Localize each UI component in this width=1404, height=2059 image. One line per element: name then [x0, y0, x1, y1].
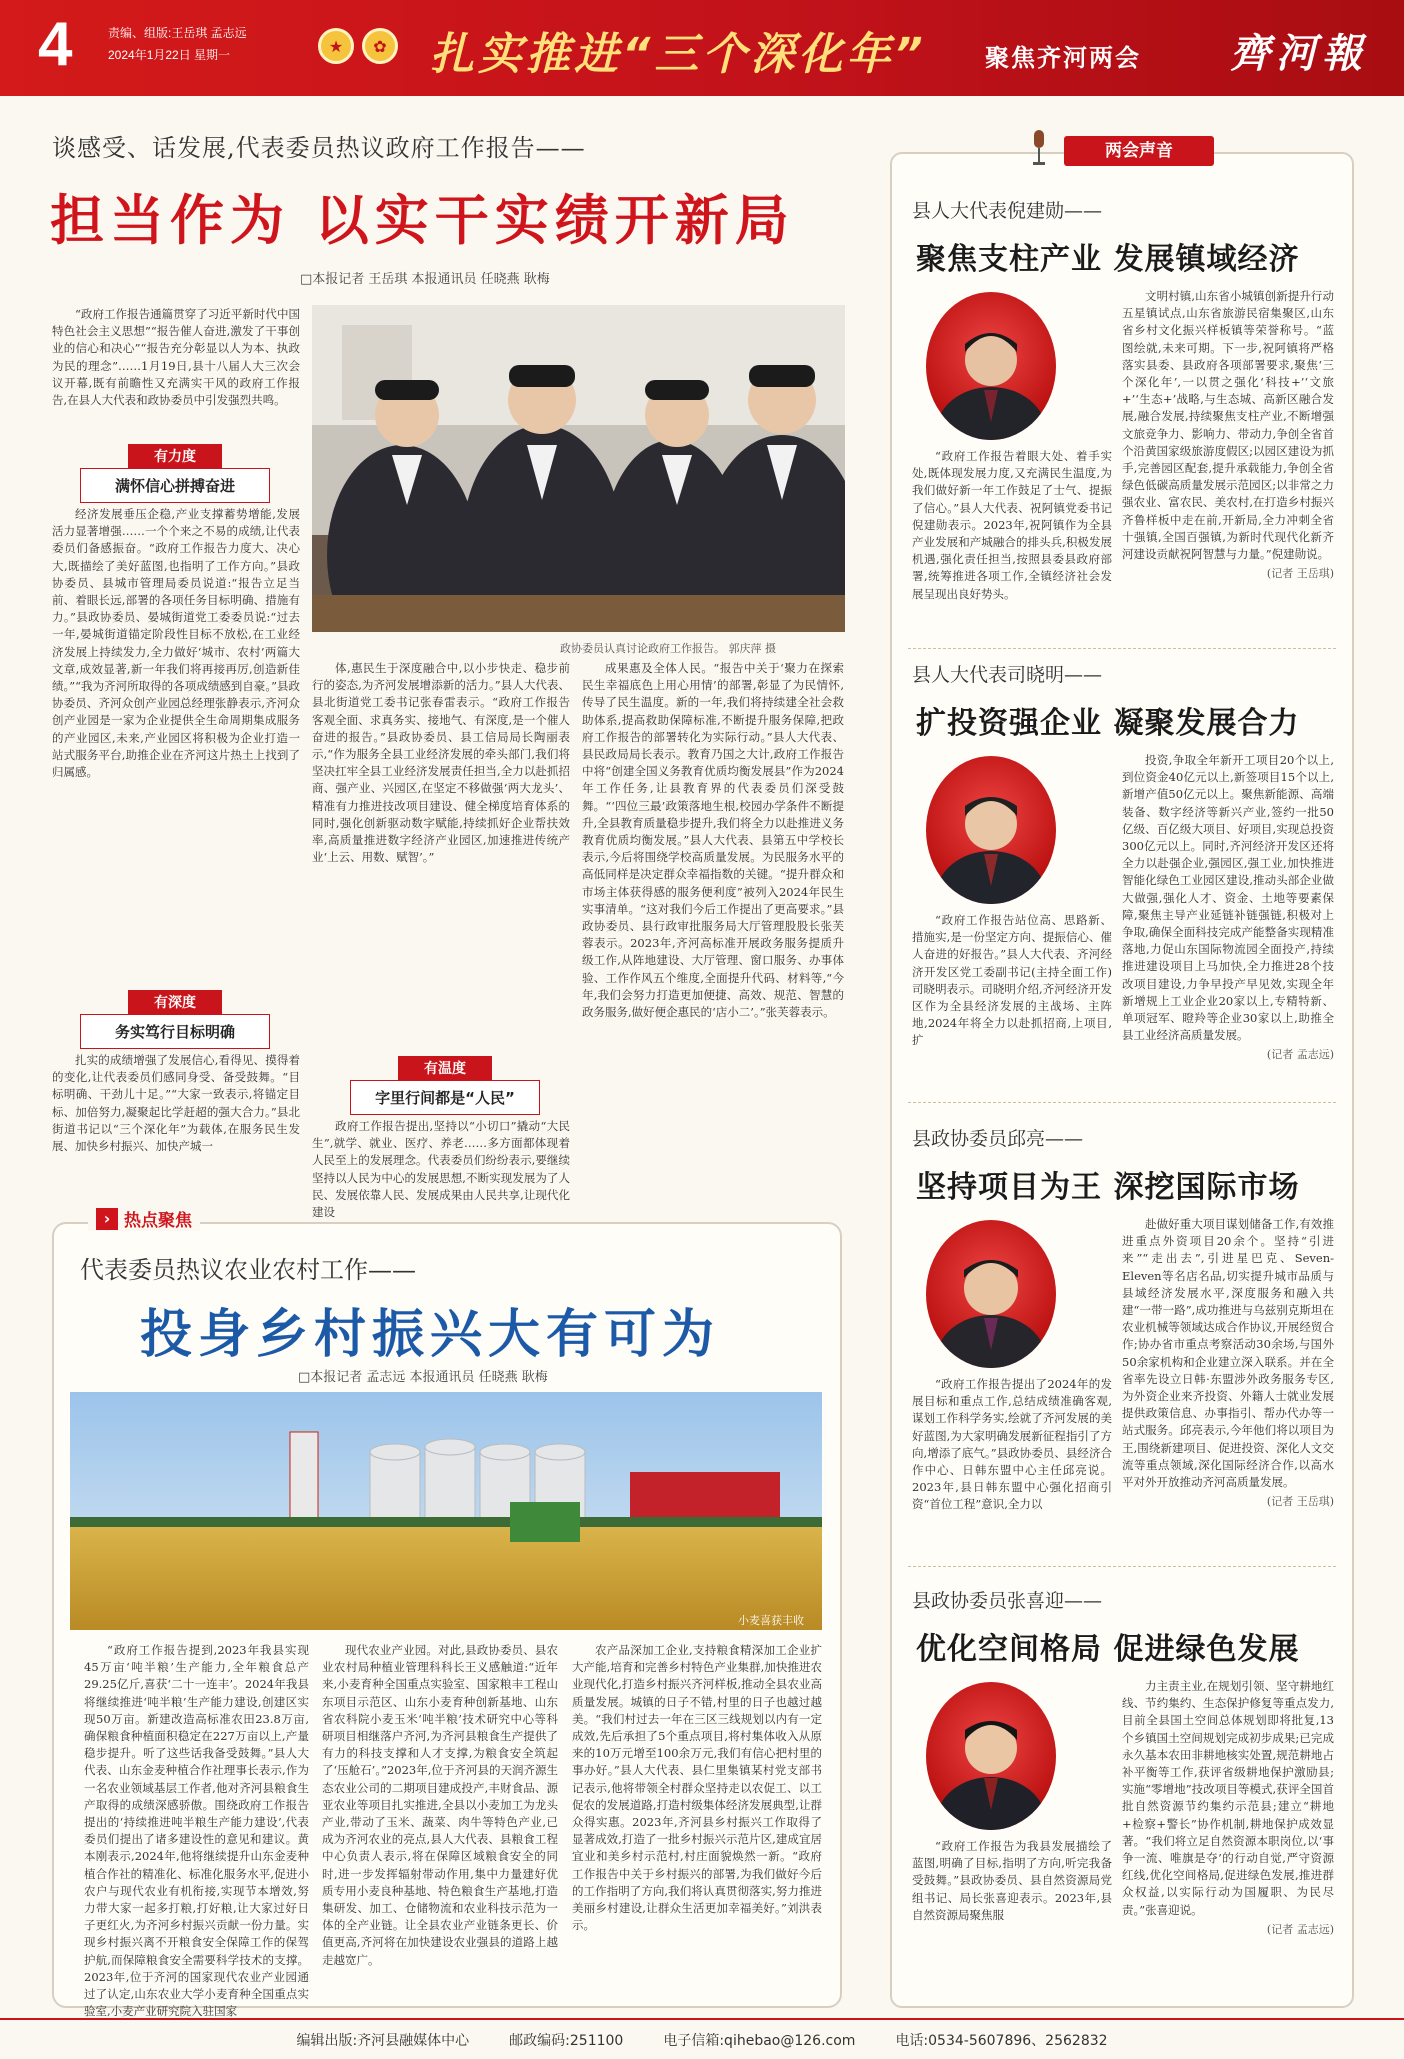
microphone-icon: [1030, 128, 1048, 168]
date-line: 2024年1月22日 星期一: [108, 48, 231, 62]
subhead-3-tag: 有温度: [398, 1056, 492, 1080]
chevron-right-icon: ›: [96, 1208, 118, 1230]
article1-column-2: 体,惠民生于深度融合中,以小步快走、稳步前行的姿态,为齐河发展增添新的活力。”县人大代表、县北街道党工委书记张春雷表示。“政府工作报告客观全面、求真务实、接地气、有深度,是一个催人奋进的报告。”县政协委员、县工信局局长陶丽表示,“作为服务全县工业经济发展的牵头部门,我们将坚决扛牢全县工业经济发展责任担当,全力以赴抓招商、强产业、兴园区,在坚定不移做强‘两大龙头’、精准有力推进技改项目建设、健全梯度培育体系的同时,强化创新驱动数字赋能,持续抓好企业帮扶效率,高质量推进数字经济产业园区,加速推进传统产业‘上云、用数、赋智’。”: [312, 661, 570, 865]
focus-kicker: 代表委员热议农业农村工作——: [80, 1256, 416, 1284]
cppcc-emblem-icon: ✿: [362, 28, 398, 64]
section-2-speaker: 县人大代表司晓明——: [912, 664, 1103, 686]
masthead-info: [108, 22, 247, 66]
sidebar-section-3: [890, 1124, 1354, 1564]
subhead-3-text: 字里行间都是“人民”: [350, 1080, 540, 1115]
subhead-2-text: 务实笃行目标明确: [80, 1014, 270, 1049]
focus-column-1: “政府工作报告提到,2023年我县实现45万亩‘吨半粮’生产能力,全年粮食总产29.25亿斤,喜获‘二十一连丰’。2024年我县将继续推进‘吨半粮’生产能力建设,创建区实现50万亩。新建改造高标准农田23.8万亩,确保粮食种植面积稳定在227万亩以上,产量稳步提升。听了这些话我备受鼓舞。”县人大代表、山东金麦种植合作社理事长表示,作为一名农业领域基层工作者,他对齐河县粮食生产取得的成绩深感骄傲。围绕政府工作报告提出的‘持续推进吨半粮生产能力建设’,代表委员们提出了诸多建设性的意见和建议。黄本刚表示,2024年,他将继续提升山东金麦种植合作社的精准化、标准化服务水平,促进小农户与现代农业有机衔接,实现节本增效,努力带大家一起多打粮,打好粮,让大家过好日子更红火,为齐河乡村振兴贡献一份力量。实现乡村振兴离不开粮食安全保障工作的保驾护航,而保障粮食安全需要科学技术的支撑。2023年,位于齐河的国家现代农业产业园通过了认定,山东农业大学小麦育种全国重点实验室,小麦产业研究院入驻国家: [84, 1643, 309, 2019]
article1-photo: [312, 305, 845, 632]
article1-column-3: 成果惠及全体人民。“报告中关于‘聚力在探索民生幸福底色上用心用情’的部署,彰显了为民情怀,传导了民生温度。新的一年,我们将持续建全社会救助体系,提高救助保障标准,不断提升服务保障,把政府工作报告的部署转化为实际行动。”县人大代表、县民政局局长表示。教育乃国之大计,政府工作报告中将“创建全国义务教育优质均衡发展县”作为2024年工作任务,让县教育界的代表委员们深受鼓舞。“‘四位三最’政策落地生根,校园办学条件不断提升,全县教育质量稳步提升,我们将全力以赴推进义务教育优质均衡发展。”县人大代表、县第五中学校长表示,今后将围绕学校高质量发展。为民服务水平的高低同样是决定群众幸福指数的关键。“提升群众和市场主体获得感的服务便利度”被列入2024年民生实事清单。“这对我们今后工作提出了更高要求。”县政协委员、县行政审批服务局大厅管理股股长张芙蓉表示。2023年,齐河高标准开展政务服务提质升级工作,从阵地建设、大厅管理、窗口服务、办事体验、工作作风五个维度,全面提升代码、材料等,“今年,我们会努力打造更加便捷、高效、规范、智慧的政务服务,做好便企惠民的‘店小二’。”张芙蓉表示。: [582, 661, 844, 1020]
subhead-2: [80, 990, 270, 1049]
sidebar-section-2: [890, 660, 1354, 1100]
page-footer: [0, 2018, 1404, 2059]
section-4-headline: 优化空间格局 促进绿色发展: [916, 1632, 1300, 1667]
section-2-portrait: [926, 756, 1056, 904]
section-divider: [908, 1566, 1336, 1567]
section-4-text: 力主责主业,在规划引领、坚守耕地红线、节约集约、生态保护修复等重点发力,目前全县国土空间总体规划即将批复,13个乡镇国土空间规划完成初步成果;已完成永久基本农田非耕地核实处置,规范耕地占补平衡等工作,获评省级耕地保护激励县;实施“零增地”技改项目等模式,获评全国首批自然资源节约集约示范县;建立“耕地+检察+警长”协作机制,耕地保护成效显著。“我们将立足自然资源本职岗位,以‘事争一流、唯旗是夺’的行动自觉,严守资源红线,优化空间格局,促进绿色发展,推进群众权益,以实际行动为国履职、为民尽责。”张喜迎说。 (记者 孟志远): [1122, 1678, 1334, 1938]
subhead-1: [80, 444, 270, 503]
focus-photo: [70, 1392, 822, 1630]
masthead: [0, 0, 1404, 96]
section-3-headline: 坚持项目为王 深挖国际市场: [916, 1170, 1300, 1205]
sidebar-section-4: [890, 1586, 1354, 2006]
section-divider: [908, 648, 1336, 649]
hot-focus-label-text: 热点聚焦: [124, 1211, 192, 1231]
section-2-text: 投资,争取全年新开工项目20个以上,到位资金40亿元以上,新签项目15个以上,新增产值50亿元以上。聚焦新能源、高端装备、数字经济等新兴产业,签约一批50亿级、百亿级大项目、好项目,实现总投资300亿元以上。同时,齐河经济开发区还将全力以赴强企业,强园区,强工业,加快推进智能化绿色工业园区建设,推动头部企业做大做强,强化人才、资金、土地等要素保障,聚焦主导产业延链补链强链,积极对上争取,确保全面科技完成产能整备实现精准落地,力促山东国际物流园全面投产,持续推进建设项目上马加快,全力推进28个技改项目建设,力争早投产早见效,实现全年新增规上工业企业20家以上,专精特新、单项冠军、瞪羚等企业30家以上,助推全县工业经济高质量发展。 (记者 孟志远): [1122, 752, 1334, 1064]
page-theme: 扎实推进“三个深化年”: [430, 29, 927, 80]
focus-byline: □本报记者 孟志远 本报通讯员 任晓燕 耿梅: [298, 1370, 548, 1385]
section-2-sign: (记者 孟志远): [1266, 1048, 1334, 1062]
newspaper-logo: 齊河報: [1230, 30, 1368, 77]
focus-column-2: 现代农业产业园。对此,县政协委员、县农业农村局种植业管理科科长王义感触道:“近年来,小麦育种全国重点实验室、国家粮丰工程山东项目示范区、山东小麦育种创新基地、山东省农科院小麦玉米‘吨半粮’技术研究中心等科研项目相继落户齐河,为齐河县粮食生产提供了有力的科技支撑和人才支撑,为粮食安全筑起了‘压舱石’。”2023年,位于齐河县的天润齐源生态农业公司的二期项目建成投产,丰财食品、源亚农业等项目扎实推进,全县以小麦加工为龙头产业,带动了玉米、蔬菜、肉牛等特色产业,已成为齐河农业的亮点,县人大代表、县粮食工程中心负责人表示,将在保障区域粮食安全的同时,进一步发挥辐射带动作用,集中力量建好优质专用小麦良种基地、特色粮食生产基地,打造集研发、加工、仓储物流和农业科技示范为一体的全产业链。让全县农业产业链条更长、价值更高,齐河将在加快建设农业强县的道路上越走越宽广。: [322, 1643, 558, 1967]
emblems: [318, 28, 398, 64]
article1-photo-caption: 政协委员认真讨论政府工作报告。 郭庆萍 摄: [560, 642, 776, 655]
hot-focus-label: [88, 1206, 200, 1231]
article1-column-2b: 政府工作报告提出,坚持以“小切口”撬动“大民生”,就学、就业、医疗、养老……多方面都体现着人民至上的发展理念。代表委员们纷纷表示,要继续坚持以人民为中心的发展思想,不断实现发展为了人民、发展依靠人民、发展成果由人民共享,让现代化建设: [312, 1119, 570, 1220]
article1-byline: □本报记者 王岳琪 本报通讯员 任晓燕 耿梅: [300, 272, 550, 287]
editor-line: 责编、组版:王岳琪 孟志远: [108, 26, 247, 40]
subhead-2-tag: 有深度: [128, 990, 222, 1014]
article1-column-1b: 扎实的成绩增强了发展信心,看得见、摸得着的变化,让代表委员们感同身受、备受鼓舞。“目标明确、干劲儿十足。”“大家一致表示,将锚定目标、加倍努力,凝聚起比学赶超的强大合力。”县北街道书记以“三个深化年”为载体,在服务民生发展、加快乡村振兴、加快产城一: [52, 1053, 300, 1154]
section-1-sign: (记者 王岳琪): [1266, 567, 1334, 581]
section-3-portrait: [926, 1220, 1056, 1368]
focus-title: 投身乡村振兴大有可为: [140, 1305, 721, 1365]
focus-column-3: 农产品深加工企业,支持粮食精深加工企业扩大产能,培育和完善乡村特色产业集群,加快推进农业现代化,打造乡村振兴齐河样板,推动全县农业高质量发展。城镇的日子不错,村里的日子也越过越美。“我们村过去一年在三区三线规划以内有一定成效,先后承担了5个重点项目,将村集体收入从原来的10万元增至100余万元,我们有信心把村里的事办好。”县人大代表、县仁里集镇某村党支部书记表示,他将带领全村群众坚持走以农促工、以工促农的发展道路,打造村级集体经济发展典型,让群众得实惠。2023年,齐河县乡村振兴工作取得了显著成效,打造了一批乡村振兴示范片区,建成宜居宜业和美乡村示范村,村庄面貌焕然一新。“政府工作报告中关于乡村振兴的部署,为我们做好今后的工作指明了方向,我们将认真贯彻落实,努力推进美丽乡村建设,让群众生活更加幸福美好。”刘洪表示。: [572, 1643, 822, 1933]
section-1-portrait: [926, 292, 1056, 440]
section-1-headline: 聚焦支柱产业 发展镇域经济: [916, 242, 1300, 277]
subhead-1-tag: 有力度: [128, 444, 222, 468]
section-4-speaker: 县政协委员张喜迎——: [912, 1590, 1103, 1612]
sidebar-section-1: [890, 196, 1354, 636]
article1-title: 担当作为 以实干实绩开新局: [50, 189, 795, 252]
footer-phone: 电话:0534-5607896、2562832: [895, 2032, 1108, 2049]
section-3-quote: “政府工作报告提出了2024年的发展目标和重点工作,总结成绩准确客观,谋划工作科学务实,绘就了齐河发展的美好蓝图,为大家明确发展新征程指引了方向,增添了底气。”县政协委员、县经济合作中心、日韩东盟中心主任邱亮说。2023年,县日韩东盟中心强化招商引资“首位工程”意识,全力以: [912, 1377, 1112, 1512]
article1-column-1: 经济发展垂压企稳,产业支撑蓄势增能,发展活力显著增强……一个个来之不易的成绩,让代表委员们备感振奋。“政府工作报告力度大、决心大,既描绘了美好蓝图,也指明了工作方向。”县政协委员、县城市管理局委员说道:“报告立足当前、着眼长远,部署的各项任务目标明确、措施有力。”县政协委员、晏城街道党工委委员说:“过去一年,晏城街道锚定阶段性目标不放松,在工业经济发展上持续发力,全力做好‘城市、农村’两篇大文章,成效显著,新一年我们将再接再厉,创造新佳绩。”“我为齐河所取得的各项成绩感到自豪。”县政协委员、齐河众创产业园总经理张静表示,齐河众创产业园是一家为企业提供全生命周期集成服务的产业园区,未来,产业园区将积极为企业打造一站式服务平台,助推企业在齐河这片热土上找到了归属感。: [52, 507, 300, 780]
section-4-quote: “政府工作报告为我县发展描绘了蓝图,明确了目标,指明了方向,听完我备受鼓舞。”县政协委员、县自然资源局党组书记、局长张喜迎表示。2023年,县自然资源局聚焦服: [912, 1839, 1112, 1922]
page-subtheme: 聚焦齐河两会: [985, 44, 1141, 72]
section-2-quote: “政府工作报告站位高、思路新、措施实,是一份坚定方向、提振信心、催人奋进的好报告。”县人大代表、齐河经济开发区党工委副书记(主持全面工作)司晓明表示。司晓明介绍,齐河经济开发区作为全县经济发展的主战场、主阵地,2024年将全力以赴抓招商,上项目,扩: [912, 913, 1112, 1048]
section-3-speaker: 县政协委员邱亮——: [912, 1128, 1084, 1150]
section-4-sign: (记者 孟志远): [1266, 1922, 1334, 1936]
section-1-text: 文明村镇,山东省小城镇创新提升行动五星镇试点,山东省旅游民宿集聚区,山东省乡村文化振兴样板镇等荣誉称号。“蓝图绘就,未来可期。下一步,祝阿镇将严格落实县委、县政府各项部署要求,聚焦‘三个深化年’,一以贯之强化‘科技+’‘文旅+’‘生态+’战略,与生态城、高新区融合发展,融合发展,持续聚焦支柱产业,不断增强文旅竞争力、影响力、带动力,争创全省首个沿黄国家级旅游度假区;以园区建设为抓手,完善园区配套,提升承载能力,争创全省绿色低碳高质量发展示范园区;以非常之力强农业、富农民、美农村,在打造乡村振兴齐鲁样板中走在前,开新局,全力冲刺全省十强镇,全国百强镇,为新时代现代化新齐河建设贡献祝阿智慧与力量。”倪建勋说。 (记者 王岳琪): [1122, 288, 1334, 582]
section-1-speaker: 县人大代表倪建勋——: [912, 200, 1103, 222]
section-divider: [908, 1102, 1336, 1103]
section-4-portrait: [926, 1682, 1056, 1830]
article1-lead: “政府工作报告通篇贯穿了习近平新时代中国特色社会主义思想”“报告催人奋进,激发了干事创业的信心和决心”“报告充分彰显以人为本、执政为民的理念”……1月19日,县十八届人大三次会议开幕,既有前瞻性又充满实干风的政府工作报告,在县人大代表和政协委员中引发强烈共鸣。: [52, 307, 300, 408]
subhead-3: [350, 1056, 540, 1115]
footer-publisher: 编辑出版:齐河县融媒体中心: [296, 2032, 470, 2049]
focus-photo-caption: 小麦喜获丰收: [738, 1614, 804, 1627]
footer-email: 电子信箱:qihebao@126.com: [663, 2032, 856, 2049]
sidebar-tag: 两会声音: [1064, 136, 1214, 166]
page-number: 4: [38, 10, 73, 79]
subhead-1-text: 满怀信心拼搏奋进: [80, 468, 270, 503]
article1-kicker: 谈感受、话发展,代表委员热议政府工作报告——: [52, 134, 586, 162]
section-3-sign: (记者 王岳琪): [1266, 1495, 1334, 1509]
section-1-quote: “政府工作报告着眼大处、着手实处,既体现发展力度,又充满民生温度,为我们做好新一年工作鼓足了士气、提振了信心。”县人大代表、祝阿镇党委书记倪建勋表示。2023年,祝阿镇作为全县产业发展和产城融合的排头兵,积极发展机遇,强化责任担当,按照县委县政府部署,统筹推进各项工作,全镇经济社会发展呈现出良好势头。: [912, 449, 1112, 601]
national-emblem-icon: ★: [318, 28, 354, 64]
section-2-headline: 扩投资强企业 凝聚发展合力: [916, 706, 1300, 741]
section-3-text: 赴做好重大项目谋划储备工作,有效推进重点外资项目20余个。坚持“引进来”“走出去”,引进星巴克、Seven-Eleven等名店名品,切实提升城市品质与县域经济发展水平,深度服务和融入共建“一带一路”,成功推进与乌兹别克斯坦在农业机械等领域达成合作协议,开展经贸合作;协办省市重点考察活动30余场,与国外50余家机构和企业建立深入联系。并在全省率先设立日韩·东盟涉外政务服务专区,为外资企业来齐投资、外籍人士就业发展提供政策信息、办事指引、帮办代办等一站式服务。邱亮表示,今年他们将以项目为王,围绕新建项目、促进投资、深化人文交流等重点领域,深化国际经济合作,以高水平对外开放推动齐河高质量发展。 (记者 王岳琪): [1122, 1216, 1334, 1510]
footer-postcode: 邮政编码:251100: [509, 2032, 624, 2049]
